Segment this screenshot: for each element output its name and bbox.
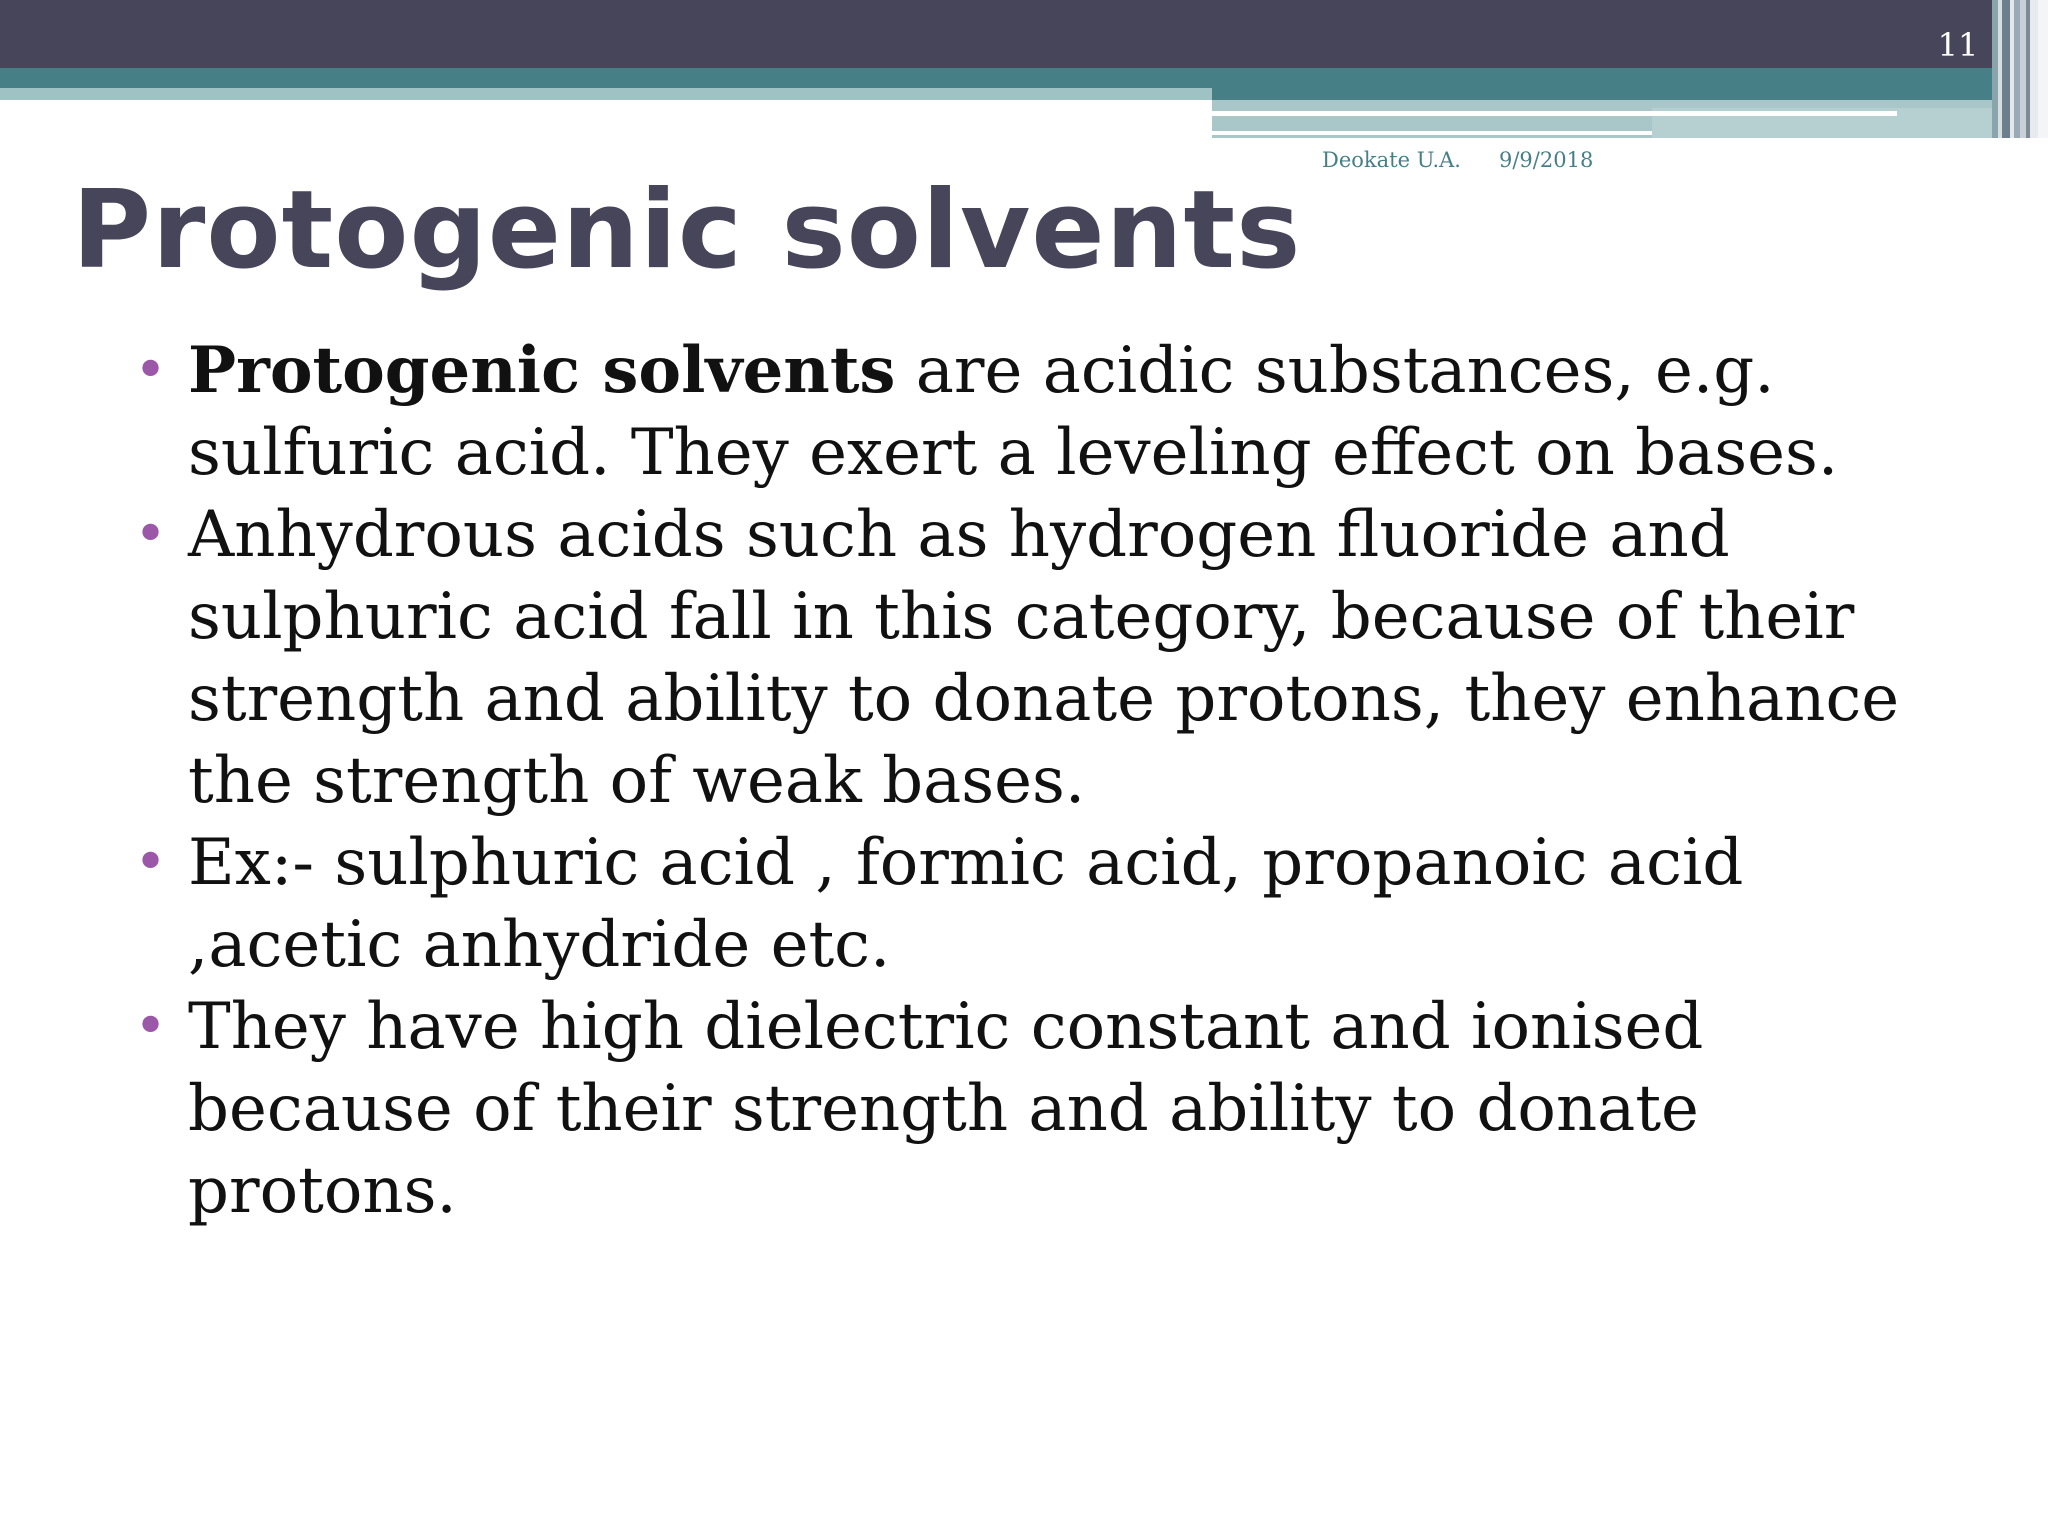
bullet-item [130, 986, 1970, 1232]
header-band-teal-right [1212, 88, 2048, 100]
bullet-item [130, 330, 1970, 494]
bullet-marker: • [134, 830, 168, 895]
bullet-list [130, 330, 1970, 1232]
bullet-item [130, 822, 1970, 986]
header-band-light-left [0, 88, 1212, 100]
bullet-marker: • [134, 338, 168, 403]
bullet-bold-lead: Protogenic solvents [188, 333, 896, 408]
header-band-teal [0, 68, 2048, 88]
slide-meta [1322, 148, 1593, 172]
bullet-item [130, 494, 1970, 822]
bullet-text: Anhydrous acids such as hydrogen fluoride and sulphuric acid fall in this category, because of their strength and ability to donate protons, they enhance the strength of weak bases. [188, 498, 1900, 818]
slide-title: Protogenic solvents [72, 168, 1302, 293]
bullet-marker: • [134, 994, 168, 1059]
header-band-dark [0, 0, 2048, 68]
bullet-marker: • [134, 502, 168, 567]
bullet-text: are acidic substances, e.g. sulfuric acid. They exert a leveling effect on bases. [188, 334, 1839, 490]
header-line-upper [1212, 111, 1897, 116]
bullet-text: They have high dielectric constant and ionised because of their strength and ability to donate protons. [188, 990, 1704, 1228]
author-label: Deokate U.A. [1322, 148, 1461, 172]
slide-number: 11 [1937, 26, 1979, 64]
date-label: 9/9/2018 [1498, 148, 1594, 172]
bullet-text: Ex:- sulphuric acid , formic acid, propanoic acid ,acetic anhydride etc. [188, 826, 1744, 982]
header-line-lower [1212, 131, 1652, 135]
header-vertical-stripes [1992, 0, 2048, 138]
